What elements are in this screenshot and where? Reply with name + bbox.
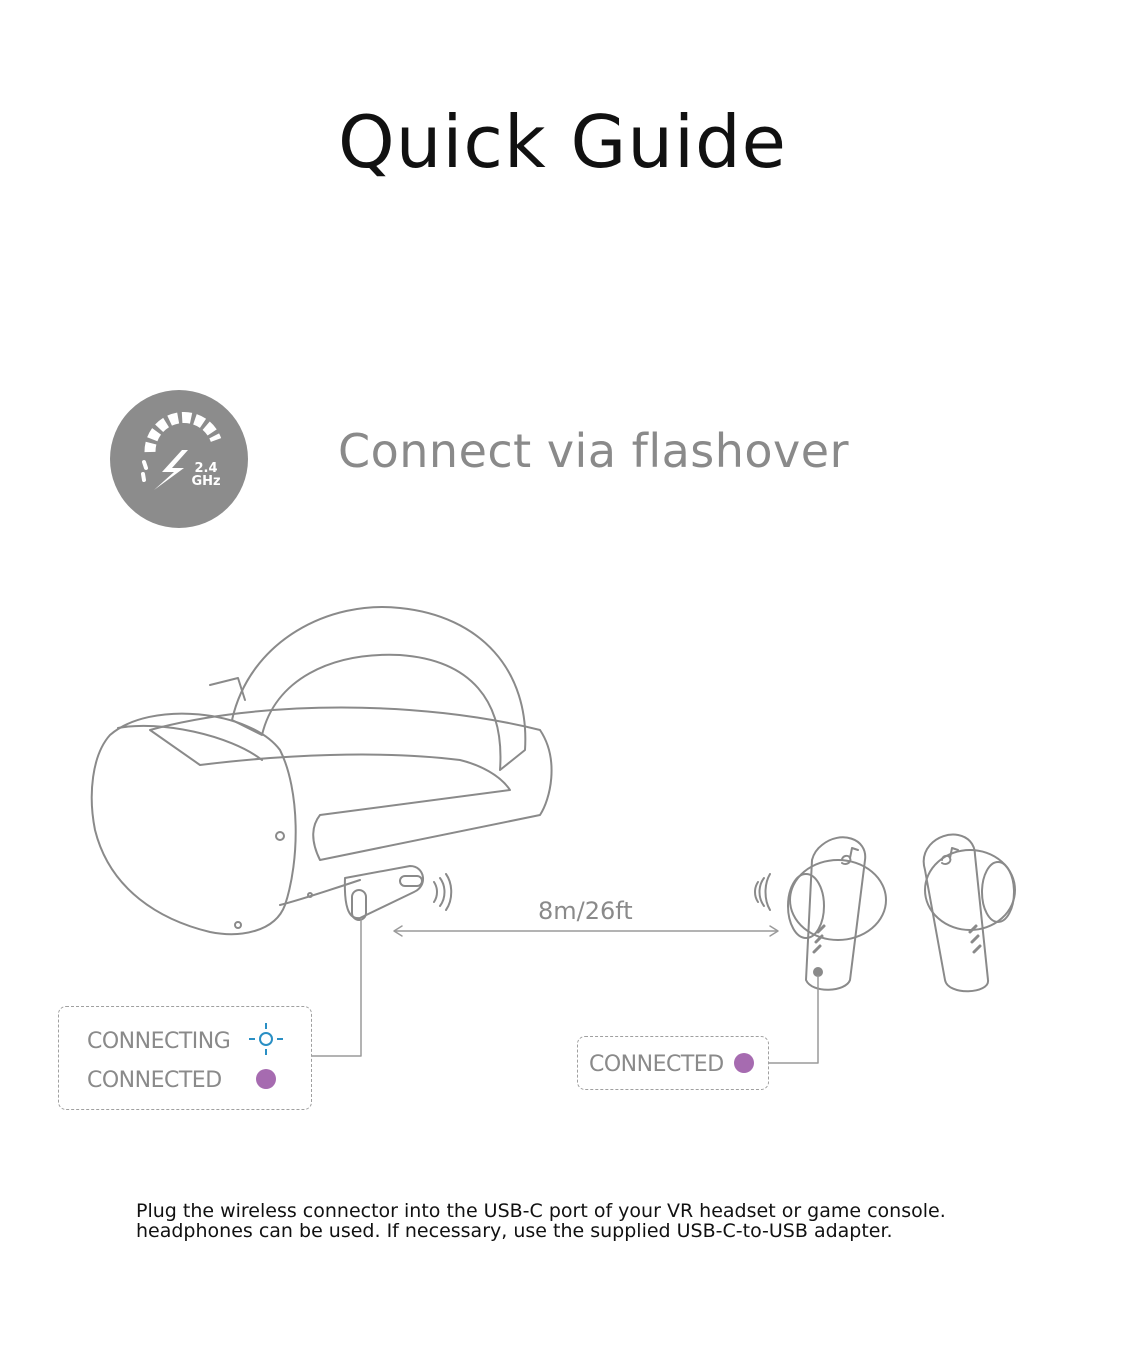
page-title: Quick Guide	[338, 100, 787, 184]
purple-light-icon	[256, 1069, 276, 1089]
purple-light-icon	[734, 1053, 754, 1073]
wireless-dongle	[345, 866, 423, 918]
blinking-blue-light-icon	[247, 1021, 287, 1057]
earbud-connected-label: CONNECTED	[589, 1052, 724, 1077]
right-earbud	[924, 835, 1015, 992]
left-earbud	[788, 837, 886, 989]
earbud-leader-line	[768, 976, 818, 1063]
connected-label: CONNECTED	[87, 1068, 222, 1093]
headset-visor	[92, 714, 296, 935]
frequency-badge	[110, 390, 248, 528]
range-label: 8m/26ft	[538, 897, 633, 925]
section-heading: Connect via flashover	[338, 424, 849, 478]
headset-side-strap	[150, 708, 552, 861]
lightning-speed-icon	[110, 390, 248, 528]
dongle-status-box	[58, 1006, 312, 1110]
dongle-leader-line	[312, 920, 361, 1056]
earbud-status-box	[577, 1036, 769, 1090]
frequency-label: 2.4 GHz	[191, 461, 221, 489]
connecting-label: CONNECTING	[87, 1029, 231, 1054]
instruction-caption: Plug the wireless connector into the USB-C port of your VR headset or game console. headphones can be used. If necessary, use the supplied USB-C-to-USB adapter.	[136, 1200, 946, 1242]
